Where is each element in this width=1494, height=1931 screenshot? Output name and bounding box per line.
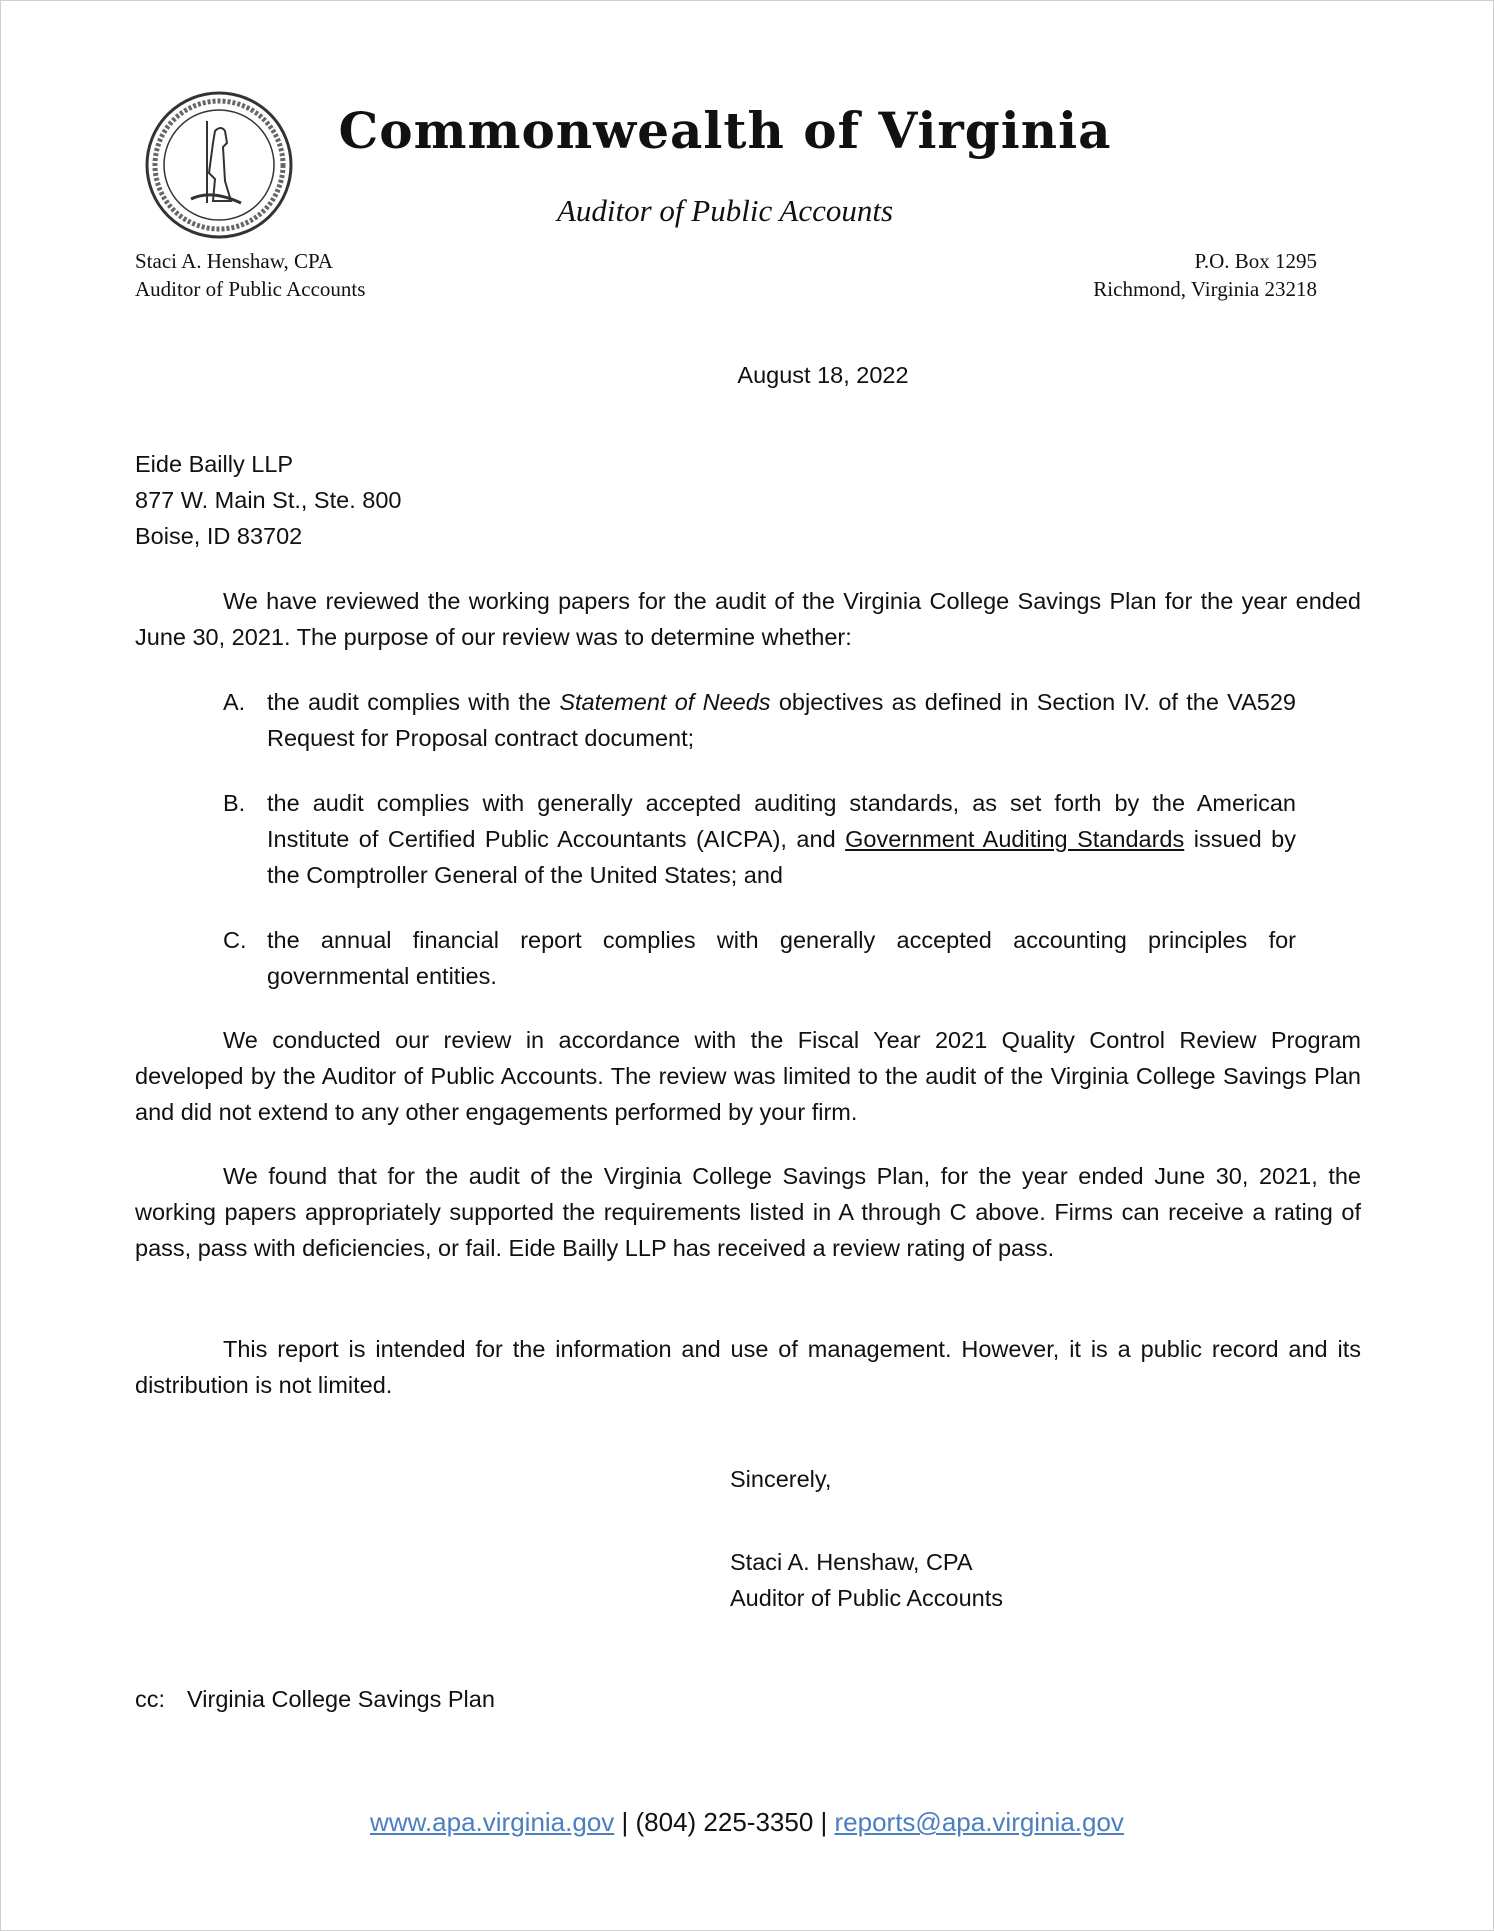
letterhead-subtitle: Auditor of Public Accounts	[556, 193, 894, 228]
phone-number: (804) 225-3350	[635, 1807, 814, 1837]
paragraph-text: This report is intended for the information and use of management. However, it is a public record and its distribution is not limited.	[135, 1336, 1361, 1398]
paragraph-text: We conducted our review in accordance with the Fiscal Year 2021 Quality Control Review Program developed by the Auditor of Public Accounts. The review was limited to the audit of the Virginia College Savings Plan and did not extend to any other engagements performed by your firm.	[135, 1027, 1361, 1125]
recipient-street: 877 W. Main St., Ste. 800	[135, 487, 402, 513]
separator: |	[813, 1807, 835, 1837]
footer	[1, 1807, 1493, 1838]
sender-title: Auditor of Public Accounts	[135, 277, 366, 301]
item-emphasis: Statement of Needs	[559, 689, 771, 715]
list-item-a	[223, 684, 1296, 756]
findings-paragraph	[135, 1158, 1361, 1266]
review-paragraph	[135, 1022, 1361, 1130]
recipient-name: Eide Bailly LLP	[135, 451, 294, 477]
letter-date: August 18, 2022	[737, 362, 909, 388]
separator: |	[614, 1807, 636, 1837]
list-item-c	[223, 922, 1296, 994]
item-underlined: Government Auditing Standards	[845, 826, 1185, 852]
list-item-b	[223, 785, 1296, 893]
sender-name: Staci A. Henshaw, CPA	[135, 249, 333, 273]
email-link[interactable]: reports@apa.virginia.gov	[834, 1807, 1124, 1837]
item-text: issued by the Comptroller General of the United States; and	[267, 826, 1296, 888]
list-letter: C.	[223, 927, 247, 953]
intro-paragraph	[135, 583, 1361, 655]
website-link[interactable]: www.apa.virginia.gov	[370, 1807, 615, 1837]
item-text: the annual financial report complies with generally accepted accounting principles for governmental entities.	[267, 927, 1296, 989]
cc-line	[135, 1681, 495, 1717]
signer-name: Staci A. Henshaw, CPA	[730, 1549, 973, 1575]
letterhead-title: Commonwealth of Virginia	[338, 101, 1112, 160]
list-letter: B.	[223, 790, 246, 816]
list-letter: A.	[223, 689, 246, 715]
item-text: the audit complies with the	[267, 689, 560, 715]
city-state: Richmond, Virginia 23218	[1093, 277, 1317, 301]
cc-label: cc:	[135, 1686, 166, 1712]
intro-text: We have reviewed the working papers for the audit of the Virginia College Savings Plan for the year ended June 30, 2021. The purpose of our review was to determine whether:	[135, 588, 1361, 650]
sender-block	[135, 247, 365, 303]
cc-recipient: Virginia College Savings Plan	[187, 1686, 495, 1712]
signature-block	[730, 1544, 1003, 1616]
distribution-paragraph	[135, 1331, 1361, 1403]
item-text: the audit complies with generally accepted auditing standards, as set forth by the American Institute of Certified Public Accountants (AICPA), and	[267, 790, 1296, 852]
virginia-seal-logo	[145, 91, 293, 239]
signer-title: Auditor of Public Accounts	[730, 1585, 1004, 1611]
po-box: P.O. Box 1295	[1194, 249, 1317, 273]
paragraph-text: We found that for the audit of the Virginia College Savings Plan, for the year ended June 30, 2021, the working papers appropriately supported the requirements listed in A through C above. Firms can receive a rating of pass, pass with deficiencies, or fail. Eide Bailly LLP has received a review rating of pass.	[135, 1163, 1361, 1261]
recipient-block	[135, 446, 401, 554]
address-block	[1093, 247, 1317, 303]
closing: Sincerely,	[730, 1466, 832, 1492]
item-text: objectives as defined in Section IV. of the VA529 Request for Proposal contract document;	[267, 689, 1296, 751]
recipient-city: Boise, ID 83702	[135, 523, 303, 549]
